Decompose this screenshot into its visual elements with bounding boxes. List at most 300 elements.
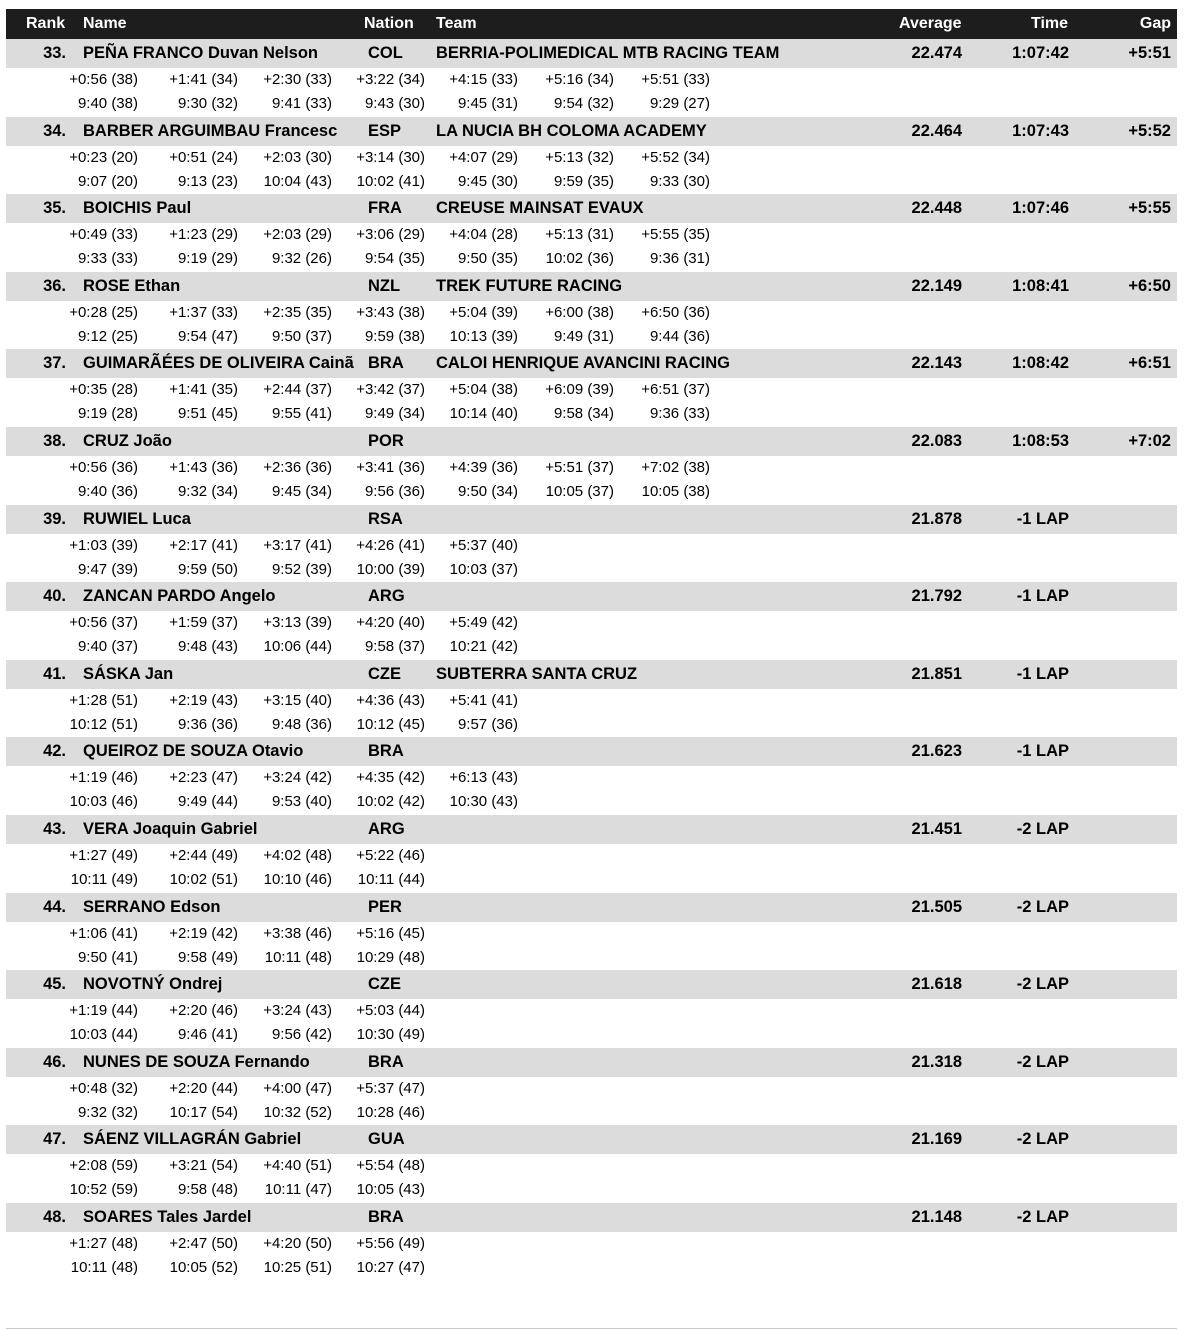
rider-average: 21.169 (911, 1130, 962, 1149)
rider-average: 21.618 (911, 975, 962, 994)
rider-time: 1:07:46 (1012, 199, 1069, 218)
rider-average: 21.851 (911, 664, 962, 683)
split-lap-time: 10:05 (38) (641, 482, 710, 500)
split-lap-time: 9:30 (32) (177, 95, 238, 112)
rider-time: -1 LAP (1016, 587, 1069, 606)
split-gap: +4:00 (47) (263, 1079, 332, 1097)
split-laps-line (6, 170, 1177, 194)
split-gap: +5:41 (41) (449, 691, 518, 709)
rider-rank: 46. (43, 1052, 66, 1071)
split-gap: +3:24 (42) (263, 769, 332, 787)
split-lap-time: 10:10 (46) (263, 870, 332, 888)
split-gap: +5:54 (48) (356, 1157, 425, 1175)
col-time: Time (1031, 15, 1069, 32)
split-gap: +2:03 (29) (263, 226, 332, 244)
split-lap-time: 9:51 (45) (177, 405, 238, 423)
rider-gap: +5:51 (1128, 44, 1171, 62)
split-gap: +3:13 (39) (263, 614, 332, 632)
split-gap: +2:08 (59) (69, 1157, 138, 1175)
split-gap: +0:56 (37) (69, 614, 138, 632)
rider-average: 22.149 (911, 276, 962, 295)
split-gap: +2:20 (44) (169, 1079, 238, 1097)
split-laps-line (6, 868, 1177, 892)
rider-time: -1 LAP (1016, 509, 1069, 528)
split-lap-time: 10:12 (45) (356, 715, 425, 733)
split-gap: +0:48 (32) (69, 1079, 138, 1097)
split-gap: +6:09 (39) (545, 381, 614, 399)
split-lap-time: 9:54 (35) (364, 250, 425, 268)
split-gap: +5:13 (32) (545, 148, 614, 166)
split-gap: +2:03 (30) (263, 148, 332, 166)
rider-nation: BRA (368, 742, 404, 761)
split-gaps-line (6, 844, 1177, 868)
rider-nation: BRA (368, 1207, 404, 1226)
split-laps-line (6, 480, 1177, 504)
split-lap-time: 9:50 (37) (271, 327, 332, 345)
split-gap: +1:06 (41) (69, 924, 138, 942)
split-lap-time: 10:05 (52) (169, 1258, 238, 1276)
rider-team: SUBTERRA SANTA CRUZ (436, 664, 638, 683)
rider-main-line (6, 1048, 1177, 1077)
col-average: Average (899, 15, 962, 32)
split-lap-time: 9:41 (33) (271, 95, 332, 112)
split-lap-time: 10:17 (54) (169, 1103, 238, 1121)
rider-team: LA NUCIA BH COLOMA ACADEMY (436, 121, 707, 140)
split-gap: +5:03 (44) (356, 1002, 425, 1020)
split-gap: +1:59 (37) (169, 614, 238, 632)
split-lap-time: 10:05 (43) (356, 1181, 425, 1199)
rider-time: -1 LAP (1016, 742, 1069, 761)
split-lap-time: 9:13 (23) (177, 172, 238, 190)
rider-time: 1:08:53 (1012, 431, 1069, 450)
split-gap: +6:00 (38) (545, 303, 614, 321)
split-gaps-line (6, 1077, 1177, 1101)
split-gap: +5:55 (35) (641, 226, 710, 244)
rider-name: PEÑA FRANCO Duvan Nelson (83, 44, 318, 62)
split-gap: +5:22 (46) (356, 846, 425, 864)
rider-rank: 45. (43, 975, 66, 994)
split-gap: +0:28 (25) (69, 303, 138, 321)
split-gap: +1:19 (44) (69, 1002, 138, 1020)
split-lap-time: 10:03 (46) (69, 793, 138, 811)
split-lap-time: 9:12 (25) (77, 327, 138, 345)
split-gap: +0:51 (24) (169, 148, 238, 166)
rider-row (6, 194, 1177, 272)
split-gap: +4:20 (50) (263, 1234, 332, 1252)
split-laps-line (6, 790, 1177, 814)
rider-main-line (6, 349, 1177, 378)
rider-name: SÁSKA Jan (83, 664, 174, 683)
rider-row (6, 1048, 1177, 1126)
rider-time: 1:07:43 (1012, 121, 1069, 140)
rider-name: ROSE Ethan (83, 276, 181, 295)
rider-main-line (6, 194, 1177, 223)
rider-row (6, 349, 1177, 427)
split-gaps-line (6, 456, 1177, 480)
split-gap: +1:27 (49) (69, 846, 138, 864)
rider-nation: ESP (368, 121, 402, 140)
rider-main-line (6, 582, 1177, 611)
rider-nation: ARG (368, 819, 405, 838)
split-gaps-line (6, 1154, 1177, 1178)
rider-row (6, 39, 1177, 117)
rider-average: 21.878 (911, 509, 962, 528)
split-lap-time: 9:43 (30) (364, 95, 425, 112)
rider-row (6, 117, 1177, 195)
split-gap: +5:51 (37) (545, 458, 614, 476)
split-gaps-line (6, 146, 1177, 170)
rider-average: 21.792 (911, 587, 962, 606)
split-lap-time: 9:40 (37) (77, 638, 138, 656)
split-lap-time: 10:21 (42) (449, 638, 518, 656)
rider-rank: 34. (43, 121, 66, 140)
rider-average: 21.505 (911, 897, 962, 916)
split-gaps-line (6, 922, 1177, 946)
split-gap: +4:40 (51) (263, 1157, 332, 1175)
split-lap-time: 9:36 (36) (177, 715, 238, 733)
split-lap-time: 9:54 (47) (177, 327, 238, 345)
split-gap: +3:42 (37) (356, 381, 425, 399)
rider-nation: RSA (368, 509, 403, 528)
split-lap-time: 9:49 (31) (553, 327, 614, 345)
split-lap-time: 9:45 (31) (457, 95, 518, 112)
rider-time: 1:08:41 (1012, 276, 1069, 295)
split-gap: +7:02 (38) (641, 458, 710, 476)
table-header (6, 9, 1177, 39)
split-gap: +5:13 (31) (545, 226, 614, 244)
split-gap: +6:51 (37) (641, 381, 710, 399)
split-laps-line (6, 713, 1177, 737)
split-gap: +5:16 (45) (356, 924, 425, 942)
split-laps-line (6, 92, 1177, 116)
split-lap-time: 9:49 (44) (177, 793, 238, 811)
split-gap: +1:27 (48) (69, 1234, 138, 1252)
split-lap-time: 9:40 (38) (77, 95, 138, 112)
split-gaps-line (6, 766, 1177, 790)
rider-average: 21.148 (911, 1207, 962, 1226)
split-gap: +2:20 (46) (169, 1002, 238, 1020)
rider-row (6, 427, 1177, 505)
split-lap-time: 9:46 (41) (177, 1026, 238, 1044)
rider-average: 21.623 (911, 742, 962, 761)
split-gap: +2:47 (50) (169, 1234, 238, 1252)
split-gap: +3:06 (29) (356, 226, 425, 244)
split-laps-line (6, 1178, 1177, 1202)
split-gap: +5:51 (33) (641, 71, 710, 88)
split-lap-time: 9:32 (26) (271, 250, 332, 268)
split-gap: +5:37 (47) (356, 1079, 425, 1097)
rider-nation: POR (368, 431, 404, 450)
split-lap-time: 9:58 (37) (364, 638, 425, 656)
split-gap: +5:37 (40) (449, 536, 518, 554)
rider-row (6, 1203, 1177, 1281)
split-lap-time: 10:30 (43) (449, 793, 518, 811)
rider-row (6, 737, 1177, 815)
split-gap: +4:39 (36) (449, 458, 518, 476)
split-gap: +3:41 (36) (356, 458, 425, 476)
split-gap: +4:15 (33) (449, 71, 518, 88)
rider-team: CALOI HENRIQUE AVANCINI RACING (436, 354, 730, 373)
split-lap-time: 9:29 (27) (649, 95, 710, 112)
split-lap-time: 9:32 (32) (77, 1103, 138, 1121)
col-rank: Rank (26, 15, 66, 32)
split-gap: +2:44 (49) (169, 846, 238, 864)
rider-rank: 38. (43, 431, 66, 450)
split-lap-time: 10:03 (44) (69, 1026, 138, 1044)
split-lap-time: 9:33 (33) (77, 250, 138, 268)
rider-rank: 33. (43, 44, 66, 62)
split-lap-time: 9:48 (43) (177, 638, 238, 656)
split-gap: +4:07 (29) (449, 148, 518, 166)
split-lap-time: 10:25 (51) (263, 1258, 332, 1276)
rider-rank: 48. (43, 1207, 66, 1226)
split-gap: +1:43 (36) (169, 458, 238, 476)
results-sheet (6, 0, 1177, 1281)
rider-nation: BRA (368, 354, 404, 373)
rider-average: 21.451 (911, 819, 962, 838)
rider-time: 1:08:42 (1012, 354, 1069, 373)
split-lap-time: 9:58 (48) (177, 1181, 238, 1199)
split-gap: +5:56 (49) (356, 1234, 425, 1252)
split-lap-time: 10:13 (39) (449, 327, 518, 345)
split-lap-time: 9:55 (41) (271, 405, 332, 423)
rider-main-line (6, 427, 1177, 456)
split-lap-time: 9:45 (34) (271, 482, 332, 500)
split-gap: +4:36 (43) (356, 691, 425, 709)
rider-main-line (6, 737, 1177, 766)
split-lap-time: 9:45 (30) (457, 172, 518, 190)
split-lap-time: 9:58 (34) (553, 405, 614, 423)
rider-rank: 41. (43, 664, 66, 683)
rider-name: SERRANO Edson (83, 897, 221, 916)
split-gap: +1:41 (35) (169, 381, 238, 399)
rider-main-line (6, 815, 1177, 844)
split-gap: +3:38 (46) (263, 924, 332, 942)
rider-average: 22.143 (911, 354, 962, 373)
rider-gap: +5:52 (1128, 121, 1171, 140)
split-lap-time: 9:54 (32) (553, 95, 614, 112)
rider-rank: 40. (43, 587, 66, 606)
split-lap-time: 9:50 (41) (77, 948, 138, 966)
rider-average: 22.083 (911, 431, 962, 450)
split-lap-time: 9:47 (39) (77, 560, 138, 578)
rider-main-line (6, 970, 1177, 999)
split-lap-time: 9:49 (34) (364, 405, 425, 423)
rider-rank: 44. (43, 897, 66, 916)
rider-row (6, 970, 1177, 1048)
split-laps-line (6, 635, 1177, 659)
split-lap-time: 9:59 (35) (553, 172, 614, 190)
split-gaps-line (6, 301, 1177, 325)
rider-average: 21.318 (911, 1052, 962, 1071)
split-gap: +0:23 (20) (69, 148, 138, 166)
rider-time: 1:07:42 (1012, 44, 1069, 62)
split-gap: +3:14 (30) (356, 148, 425, 166)
split-gap: +5:04 (39) (449, 303, 518, 321)
split-gap: +1:03 (39) (69, 536, 138, 554)
split-lap-time: 9:57 (36) (457, 715, 518, 733)
split-lap-time: 9:44 (36) (649, 327, 710, 345)
results-list (6, 39, 1177, 1281)
split-gap: +0:35 (28) (69, 381, 138, 399)
rider-row (6, 1125, 1177, 1203)
split-gaps-line (6, 1232, 1177, 1256)
rider-name: ZANCAN PARDO Angelo (83, 587, 276, 606)
split-gap: +5:04 (38) (449, 381, 518, 399)
split-lap-time: 9:50 (35) (457, 250, 518, 268)
rider-nation: ARG (368, 587, 405, 606)
split-lap-time: 9:56 (42) (271, 1026, 332, 1044)
split-lap-time: 10:27 (47) (356, 1258, 425, 1276)
split-lap-time: 10:29 (48) (356, 948, 425, 966)
split-gap: +4:26 (41) (356, 536, 425, 554)
split-gaps-line (6, 689, 1177, 713)
split-gap: +1:19 (46) (69, 769, 138, 787)
rider-time: -2 LAP (1016, 1207, 1069, 1226)
split-lap-time: 9:50 (34) (457, 482, 518, 500)
split-lap-time: 10:12 (51) (69, 715, 138, 733)
rider-time: -2 LAP (1016, 1130, 1069, 1149)
split-gap: +6:13 (43) (449, 769, 518, 787)
rider-time: -1 LAP (1016, 664, 1069, 683)
rider-name: BOICHIS Paul (83, 199, 192, 218)
split-gap: +3:15 (40) (263, 691, 332, 709)
split-lap-time: 10:05 (37) (545, 482, 614, 500)
rider-team: BERRIA-POLIMEDICAL MTB RACING TEAM (436, 44, 780, 62)
rider-row (6, 272, 1177, 350)
split-lap-time: 9:59 (50) (177, 560, 238, 578)
split-gap: +0:49 (33) (69, 226, 138, 244)
col-gap: Gap (1139, 15, 1171, 32)
split-lap-time: 10:03 (37) (449, 560, 518, 578)
rider-rank: 39. (43, 509, 66, 528)
split-gap: +3:21 (54) (169, 1157, 238, 1175)
rider-nation: NZL (368, 276, 401, 295)
split-lap-time: 10:04 (43) (263, 172, 332, 190)
rider-main-line (6, 272, 1177, 301)
rider-name: GUIMARÃÉES DE OLIVEIRA Cainã (83, 354, 354, 373)
split-lap-time: 9:52 (39) (271, 560, 332, 578)
rider-main-line (6, 1203, 1177, 1232)
split-lap-time: 9:07 (20) (77, 172, 138, 190)
split-gap: +0:56 (36) (69, 458, 138, 476)
split-lap-time: 10:30 (49) (356, 1026, 425, 1044)
split-laps-line (6, 946, 1177, 970)
split-gap: +2:19 (42) (169, 924, 238, 942)
split-lap-time: 10:02 (51) (169, 870, 238, 888)
rider-average: 22.474 (911, 44, 962, 62)
split-lap-time: 10:11 (48) (70, 1258, 138, 1276)
rider-name: NOVOTNÝ Ondrej (83, 975, 223, 994)
rider-row (6, 505, 1177, 583)
split-lap-time: 9:53 (40) (271, 793, 332, 811)
split-lap-time: 9:36 (31) (649, 250, 710, 268)
rider-gap: +6:50 (1128, 276, 1171, 295)
rider-nation: GUA (368, 1130, 405, 1149)
split-gaps-line (6, 999, 1177, 1023)
split-laps-line (6, 402, 1177, 426)
split-gap: +2:23 (47) (169, 769, 238, 787)
rider-rank: 36. (43, 276, 66, 295)
split-lap-time: 9:33 (30) (649, 172, 710, 190)
rider-rank: 42. (43, 742, 66, 761)
rider-name: SOARES Tales Jardel (83, 1207, 252, 1226)
split-gap: +5:52 (34) (641, 148, 710, 166)
split-gap: +4:20 (40) (356, 614, 425, 632)
split-gaps-line (6, 68, 1177, 92)
split-laps-line (6, 325, 1177, 349)
rider-time: -2 LAP (1016, 819, 1069, 838)
rider-rank: 37. (43, 354, 66, 373)
split-lap-time: 10:02 (42) (356, 793, 425, 811)
split-laps-line (6, 1023, 1177, 1047)
col-name: Name (83, 15, 127, 32)
rider-main-line (6, 39, 1177, 68)
split-gap: +0:56 (38) (69, 71, 138, 88)
rider-name: QUEIROZ DE SOUZA Otavio (83, 742, 304, 761)
split-gaps-line (6, 223, 1177, 247)
rider-nation: CZE (368, 664, 401, 683)
rider-gap: +6:51 (1128, 354, 1171, 373)
rider-rank: 35. (43, 199, 66, 218)
rider-rank: 43. (43, 819, 66, 838)
rider-main-line (6, 117, 1177, 146)
split-lap-time: 10:02 (36) (545, 250, 614, 268)
split-gap: +1:41 (34) (169, 71, 238, 88)
split-gap: +5:16 (34) (545, 71, 614, 88)
split-lap-time: 10:11 (47) (264, 1181, 332, 1199)
rider-nation: CZE (368, 975, 401, 994)
rider-nation: FRA (368, 199, 402, 218)
split-gaps-line (6, 378, 1177, 402)
split-lap-time: 10:52 (59) (69, 1181, 138, 1199)
split-laps-line (6, 1256, 1177, 1280)
split-lap-time: 9:58 (49) (177, 948, 238, 966)
rider-main-line (6, 505, 1177, 534)
split-gap: +1:23 (29) (169, 226, 238, 244)
split-gap: +2:17 (41) (169, 536, 238, 554)
split-lap-time: 9:48 (36) (271, 715, 332, 733)
split-lap-time: 10:11 (49) (70, 870, 138, 888)
rider-row (6, 660, 1177, 738)
split-lap-time: 10:28 (46) (356, 1103, 425, 1121)
split-gap: +3:22 (34) (356, 71, 425, 88)
split-lap-time: 10:06 (44) (263, 638, 332, 656)
split-gap: +3:43 (38) (356, 303, 425, 321)
split-gap: +3:24 (43) (263, 1002, 332, 1020)
split-gap: +2:35 (35) (263, 303, 332, 321)
split-gap: +2:36 (36) (263, 458, 332, 476)
col-team: Team (436, 15, 477, 32)
rider-name: NUNES DE SOUZA Fernando (83, 1052, 310, 1071)
rider-team: TREK FUTURE RACING (436, 276, 623, 295)
rider-name: SÁENZ VILLAGRÁN Gabriel (83, 1130, 302, 1149)
rider-name: VERA Joaquin Gabriel (83, 819, 258, 838)
split-lap-time: 10:11 (48) (264, 948, 332, 966)
split-lap-time: 10:00 (39) (356, 560, 425, 578)
rider-average: 22.464 (911, 121, 962, 140)
split-lap-time: 10:02 (41) (356, 172, 425, 190)
split-gap: +5:49 (42) (449, 614, 518, 632)
rider-row (6, 582, 1177, 660)
rider-main-line (6, 1125, 1177, 1154)
split-lap-time: 10:11 (44) (357, 870, 425, 888)
split-gap: +2:44 (37) (263, 381, 332, 399)
rider-time: -2 LAP (1016, 975, 1069, 994)
split-gap: +2:30 (33) (263, 71, 332, 88)
split-gap: +6:50 (36) (641, 303, 710, 321)
split-gap: +1:37 (33) (169, 303, 238, 321)
